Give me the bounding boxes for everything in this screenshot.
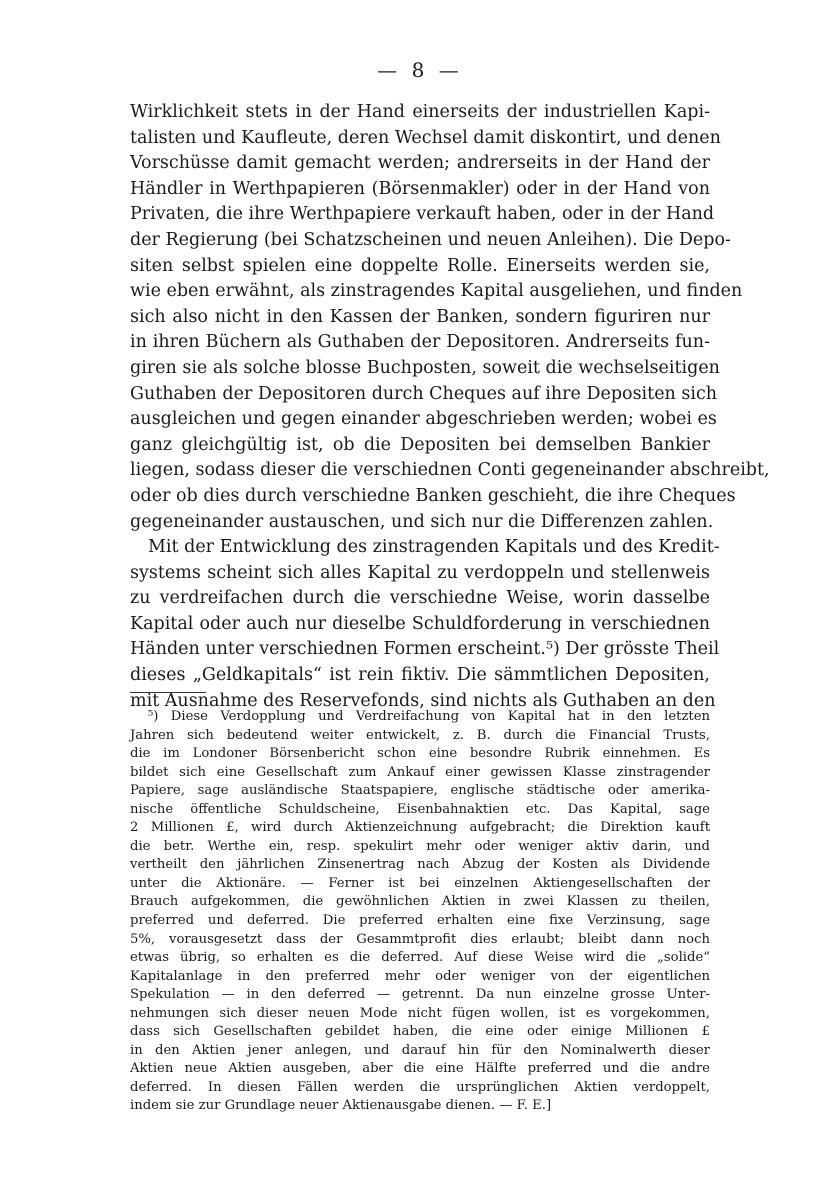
footnote-line: Papiere, sage ausländische Staatspapiere, englische städtische oder amerika- <box>130 783 710 799</box>
footnote-line: nehmungen sich dieser neuen Mode nicht fügen wollen, ist es vorgekommen, <box>130 1005 710 1021</box>
footnote-line: Jahren sich bedeutend weiter entwickelt, z. B. durch die Financial Trusts, <box>130 727 710 743</box>
text-line: ganz gleichgültig ist, ob die Depositen bei demselben Bankier <box>130 434 710 455</box>
text-line: Mit der Entwicklung des zinstragenden Kapitals und des Kredit- <box>148 537 720 558</box>
footnote-line: dass sich Gesellschaften gebildet haben, die eine oder einige Millionen £ <box>130 1024 710 1040</box>
footnote-line: preferred und deferred. Die preferred erhalten eine fixe Verzinsung, sage <box>130 913 710 929</box>
footnote-line: 2 Millionen £, wird durch Aktienzeichnung aufgebracht; die Direktion kauft <box>130 820 710 836</box>
footnote-line: vertheilt den jährlichen Zinsenertrag nach Abzug der Kosten als Dividende <box>130 857 710 873</box>
text-line: in ihren Büchern als Guthaben der Depositoren. Andrerseits fun- <box>130 332 710 353</box>
footnote-line: in den Aktien jener anlegen, und darauf hin für den Nominalwerth dieser <box>130 1042 710 1058</box>
page-number: — 8 — <box>377 58 463 82</box>
text-line: Händler in Werthpapieren (Börsenmakler) oder in der Hand von <box>130 178 710 199</box>
text-line: giren sie als solche blosse Buchposten, soweit die wechselseitigen <box>130 357 720 378</box>
footnote-line: deferred. In diesen Fällen werden die ursprünglichen Aktien verdoppelt, <box>130 1079 710 1095</box>
footnote-line: 5%, vorausgesetzt dass der Gesammtprofit dies erlaubt; bleibt dann noch <box>130 931 710 947</box>
text-line: siten selbst spielen eine doppelte Rolle. Einerseits werden sie, <box>130 255 710 276</box>
text-line: Vorschüsse damit gemacht werden; andrerseits in der Hand der <box>130 153 710 174</box>
footnote-line: etwas übrig, so erhalten es die deferred. Auf diese Weise wird die „solide“ <box>130 950 710 966</box>
text-line: mit Ausnahme des Reservefonds, sind nichts als Guthaben an den <box>130 690 716 711</box>
text-line: der Regierung (bei Schatzscheinen und neuen Anleihen). Die Depo- <box>130 229 731 250</box>
footnote-line: bildet sich eine Gesellschaft zum Ankauf einer gewissen Klasse zinstragender <box>130 764 710 780</box>
text-line: gegeneinander austauschen, und sich nur die Differenzen zahlen. <box>130 511 714 532</box>
text-line: wie eben erwähnt, als zinstragendes Kapital ausgeliehen, und finden <box>130 281 743 302</box>
footnote-line: Brauch aufgekommen, die gewöhnlichen Aktien in zwei Klassen zu theilen, <box>130 894 710 910</box>
footnote-line: Kapitalanlage in den preferred mehr oder weniger von der eigentlichen <box>130 968 710 984</box>
footnote-line: ⁵) Diese Verdopplung und Verdreifachung von Kapital hat in den letzten <box>148 709 710 724</box>
text-line: oder ob dies durch verschiedne Banken geschieht, die ihre Cheques <box>130 485 736 506</box>
footnote-divider <box>130 692 206 693</box>
text-line: zu verdreifachen durch die verschiedne Weise, worin dasselbe <box>130 588 710 609</box>
text-line: dieses „Geldkapitals“ ist rein fiktiv. Die sämmtlichen Depositen, <box>130 665 710 686</box>
main-text <box>130 100 770 714</box>
footnote <box>130 708 710 1116</box>
text-line: Wirklichkeit stets in der Hand einerseits der industriellen Kapi- <box>130 102 710 122</box>
footnote-line: indem sie zur Grundlage neuer Aktienausgabe dienen. — F. E.] <box>130 1098 552 1114</box>
text-line: liegen, sodass dieser die verschiednen Conti gegeneinander abschreibt, <box>130 460 770 481</box>
footnote-line: die im Londoner Börsenbericht schon eine besondre Rubrik einnehmen. Es <box>130 746 710 762</box>
footnote-line: unter die Aktionäre. — Ferner ist bei einzelnen Aktiengesellschaften der <box>130 875 710 891</box>
text-line: Privaten, die ihre Werthpapiere verkauft haben, oder in der Hand <box>130 204 715 225</box>
footnote-line: die betr. Werthe ein, resp. spekulirt mehr oder weniger aktiv darin, und <box>130 838 710 854</box>
footnote-line: nische öffentliche Schuldscheine, Eisenbahnaktien etc. Das Kapital, sage <box>130 801 710 817</box>
text-line: Händen unter verschiednen Formen erscheint.⁵) Der grösste Theil <box>130 639 720 660</box>
footnote-line: Spekulation — in den deferred — getrennt. Da nun einzelne grosse Unter- <box>130 987 710 1003</box>
text-line: sich also nicht in den Kassen der Banken, sondern figuriren nur <box>130 306 710 327</box>
text-line: Guthaben der Depositoren durch Cheques auf ihre Depositen sich <box>130 383 718 404</box>
text-line: ausgleichen und gegen einander abgeschrieben werden; wobei es <box>130 409 717 430</box>
text-line: talisten und Kaufleute, deren Wechsel damit diskontirt, und denen <box>130 127 721 148</box>
text-line: Kapital oder auch nur dieselbe Schuldforderung in verschiednen <box>130 613 710 634</box>
text-line: systems scheint sich alles Kapital zu verdoppeln und stellenweis <box>130 562 710 583</box>
footnote-line: Aktien neue Aktien ausgeben, aber die eine Hälfte preferred und die andre <box>130 1061 710 1077</box>
